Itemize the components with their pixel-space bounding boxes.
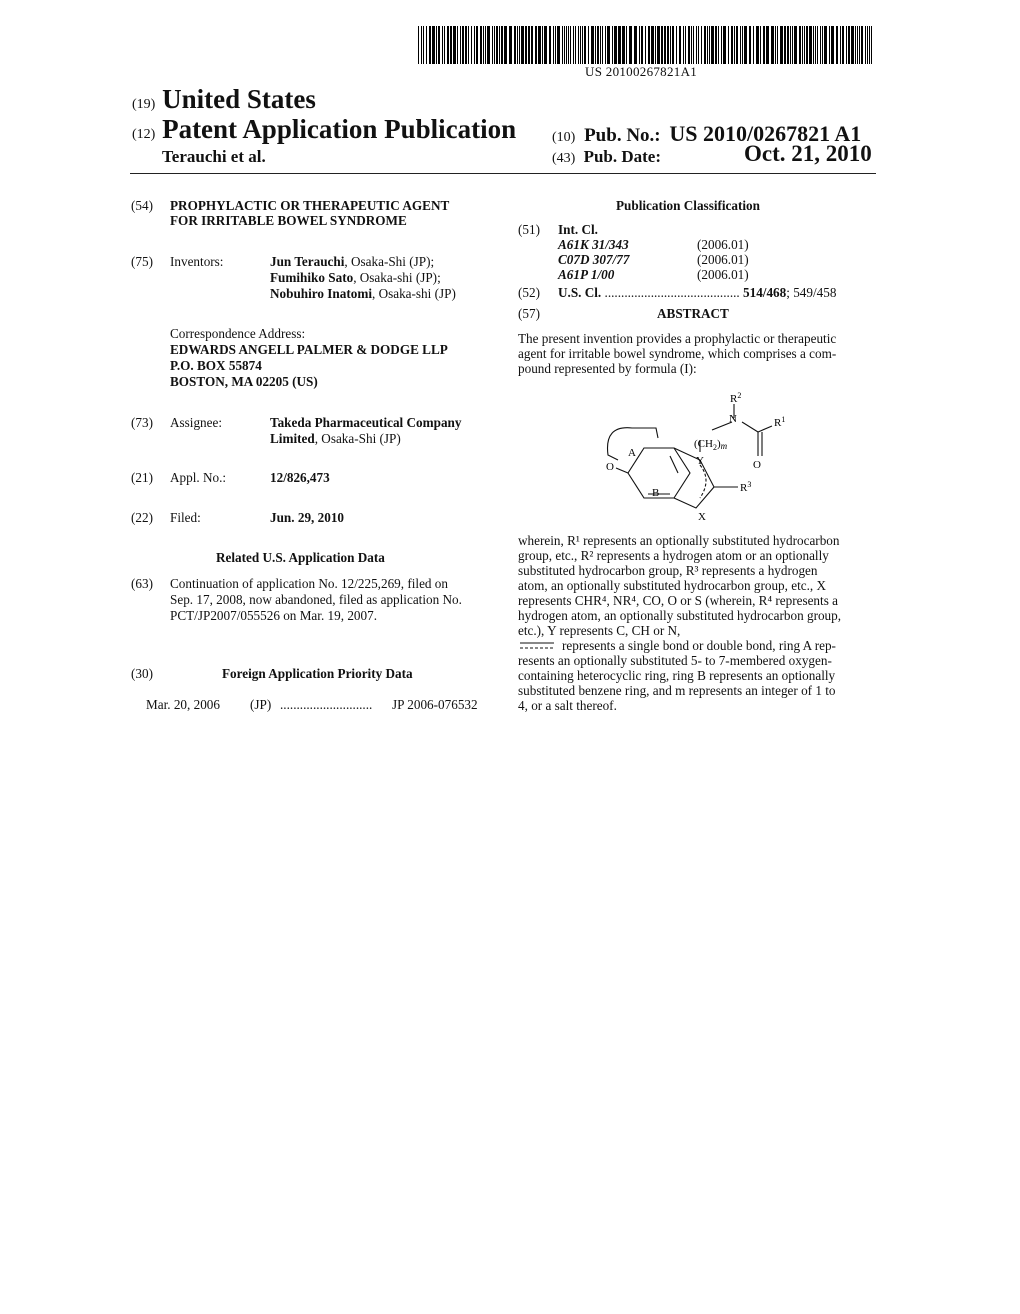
assignee-name-2 <box>270 431 401 446</box>
barcode-bar <box>851 26 854 64</box>
barcode-bar <box>492 26 493 64</box>
abstract-line: group, etc., R² represents a hydrogen atom or an optionally <box>518 548 829 563</box>
abstract-line: wherein, R¹ represents an optionally substituted hydrocarbon <box>518 533 840 548</box>
barcode-bar <box>521 26 524 64</box>
barcode-bar <box>672 26 674 64</box>
barcode-bar <box>736 26 738 64</box>
barcode-bar <box>622 26 625 64</box>
us-cl-dots: ......................................... <box>604 285 740 300</box>
barcode-bar <box>749 26 751 64</box>
barcode-bar <box>655 26 656 64</box>
abstract-line: etc.), Y represents C, CH or N, <box>518 623 681 638</box>
barcode-bar <box>698 26 699 64</box>
barcode-bar <box>744 26 747 64</box>
formula-carbonyl-o: O <box>753 459 761 471</box>
barcode-bar <box>691 26 692 64</box>
barcode-bar <box>639 26 640 64</box>
foreign-code: (30) <box>131 666 153 681</box>
foreign-heading: Foreign Application Priority Data <box>222 666 413 681</box>
us-cl-main: 514/468 <box>743 285 787 300</box>
barcode-bar <box>780 26 783 64</box>
barcode-bar <box>685 26 686 64</box>
barcode-bar <box>471 26 472 64</box>
barcode-bar <box>597 26 599 64</box>
formula-ring-a: A <box>628 447 636 459</box>
pub-date: Oct. 21, 2010 <box>744 141 872 166</box>
barcode-bar <box>535 26 537 64</box>
barcode-bar <box>683 26 684 64</box>
barcode-bar <box>718 26 719 64</box>
barcode-bar <box>525 26 527 64</box>
barcode-bar <box>465 26 467 64</box>
related-line: Sep. 17, 2008, now abandoned, filed as application No. <box>170 592 462 607</box>
foreign-country: (JP) <box>250 697 272 712</box>
barcode-bar <box>831 26 834 64</box>
barcode-bar <box>723 26 726 64</box>
barcode-bar <box>575 26 576 64</box>
inventor-2 <box>270 270 441 285</box>
barcode-bar <box>740 26 741 64</box>
abstract-line: substituted hydrocarbon group, R³ represents a hydrogen <box>518 563 818 578</box>
abstract-line: represents a single bond or double bond, ring A rep- <box>562 638 836 653</box>
abstract-line: atom, an optionally substituted hydrocarbon group, etc., X <box>518 578 827 593</box>
barcode-bar <box>480 26 482 64</box>
title-code: (54) <box>131 198 153 213</box>
barcode-bar <box>483 26 484 64</box>
barcode-bar <box>626 26 627 64</box>
barcode-bar <box>564 26 565 64</box>
barcode-bar <box>573 26 574 64</box>
barcode-bar <box>693 26 694 64</box>
appl-code: (21) <box>131 470 153 485</box>
barcode-bar <box>711 26 714 64</box>
abstract-line: 4, or a salt thereof. <box>518 698 617 713</box>
us-cl-line <box>558 285 836 300</box>
barcode-bar <box>528 26 530 64</box>
barcode-bar <box>777 26 778 64</box>
barcode-bar <box>855 26 856 64</box>
barcode-bar <box>859 26 860 64</box>
barcode-bar <box>629 26 632 64</box>
code-19: (19) <box>132 97 156 112</box>
barcode-bar <box>766 26 769 64</box>
barcode-bar <box>696 26 697 64</box>
barcode-bar <box>792 26 793 64</box>
related-line: PCT/JP2007/055526 on Mar. 19, 2007. <box>170 608 377 623</box>
assignee-name-rest: Limited <box>270 431 315 446</box>
abstract-line: resents an optionally substituted 5- to 7-membered oxygen- <box>518 653 832 668</box>
title-line-2: FOR IRRITABLE BOWEL SYNDROME <box>170 213 407 228</box>
barcode-bar <box>496 26 498 64</box>
barcode-bar <box>582 26 583 64</box>
barcode-bar <box>794 26 797 64</box>
barcode-bar <box>857 26 858 64</box>
barcode-bar <box>514 26 516 64</box>
barcode-bar <box>709 26 710 64</box>
barcode-bar <box>842 26 844 64</box>
barcode-bar <box>813 26 814 64</box>
barcode-bar <box>704 26 706 64</box>
chemical-formula <box>596 390 796 530</box>
formula-x: X <box>698 511 706 523</box>
inventor-3 <box>270 286 456 301</box>
abstract-line: hydrogen atom, an optionally substituted hydrocarbon group, <box>518 608 842 623</box>
int-cl-version: (2006.01) <box>697 267 749 282</box>
related-code: (63) <box>131 576 153 591</box>
barcode-bar <box>664 26 666 64</box>
barcode-bar <box>661 26 663 64</box>
inventor-1 <box>270 254 434 269</box>
inventor-location: , Osaka-shi (JP); <box>353 270 441 285</box>
inventors-label: Inventors: <box>170 254 224 269</box>
barcode-bar <box>436 26 437 64</box>
barcode-bar <box>578 26 579 64</box>
classification-heading: Publication Classification <box>616 198 760 213</box>
barcode-bar <box>824 26 827 64</box>
barcode-bar <box>731 26 733 64</box>
barcode-bar <box>580 26 581 64</box>
abstract-line: agent for irritable bowel syndrome, which comprises a com- <box>518 346 837 361</box>
related-line: Continuation of application No. 12/225,269, filed on <box>170 576 448 591</box>
header-rule <box>130 173 876 174</box>
appl-label: Appl. No.: <box>170 470 227 485</box>
barcode <box>418 26 874 64</box>
barcode-bar <box>442 26 443 64</box>
foreign-number: JP 2006-076532 <box>392 697 478 712</box>
barcode-bar <box>775 26 776 64</box>
barcode-bar <box>460 26 461 64</box>
barcode-bar <box>667 26 669 64</box>
appl-number: 12/826,473 <box>270 470 330 485</box>
barcode-bar <box>499 26 500 64</box>
pub-no: US 2010/0267821 A1 <box>669 121 862 146</box>
abstract-line: The present invention provides a prophylactic or therapeutic <box>518 331 837 346</box>
barcode-bar <box>438 26 440 64</box>
related-heading: Related U.S. Application Data <box>216 550 385 565</box>
barcode-bar <box>570 26 571 64</box>
barcode-bar <box>457 26 458 64</box>
barcode-bar <box>848 26 850 64</box>
barcode-graphic <box>418 26 874 64</box>
us-cl-rest: ; 549/458 <box>786 285 837 300</box>
barcode-bar <box>871 26 872 64</box>
abstract-line: substituted benzene ring, and m represents an integer of 1 to <box>518 683 836 698</box>
barcode-bar <box>790 26 791 64</box>
code-12: (12) <box>132 127 156 142</box>
barcode-bar <box>453 26 456 64</box>
us-cl-code: (52) <box>518 285 540 300</box>
barcode-bar <box>771 26 774 64</box>
int-cl-class: C07D 307/77 <box>558 252 630 267</box>
barcode-bar <box>555 26 556 64</box>
barcode-bar <box>645 26 646 64</box>
barcode-bar <box>618 26 621 64</box>
ring-b-inner-bond-2 <box>670 456 678 473</box>
formula-ring-b: B <box>652 487 660 499</box>
barcode-bar <box>756 26 759 64</box>
barcode-bar <box>840 26 841 64</box>
inventor-location: , Osaka-shi (JP) <box>371 286 456 301</box>
inventor-name: Nobuhiro Inatomi <box>270 286 372 301</box>
barcode-bar <box>602 26 603 64</box>
correspondence-line: EDWARDS ANGELL PALMER & DODGE LLP <box>170 342 448 357</box>
code-10: (10) <box>552 130 576 145</box>
barcode-bar <box>634 26 637 64</box>
int-cl-class: A61K 31/343 <box>558 237 629 252</box>
int-cl-version: (2006.01) <box>697 237 749 252</box>
barcode-bar <box>721 26 722 64</box>
barcode-bar <box>474 26 475 64</box>
int-cl-version: (2006.01) <box>697 252 749 267</box>
barcode-bar <box>562 26 563 64</box>
barcode-bar <box>542 26 543 64</box>
barcode-bar <box>421 26 422 64</box>
correspondence-label: Correspondence Address: <box>170 326 306 341</box>
formula-r2: $R^2$ <box>730 391 742 405</box>
barcode-bar <box>614 26 617 64</box>
pub-date-line <box>552 147 661 167</box>
abstract-body <box>518 533 876 713</box>
barcode-bar <box>802 26 803 64</box>
barcode-bar <box>468 26 469 64</box>
barcode-bar <box>444 26 445 64</box>
abstract-line: represents CHR⁴, NR⁴, CO, O or S (wherein, R⁴ represents a <box>518 593 838 608</box>
dashed-bond-symbol <box>518 640 556 652</box>
assignee-location: , Osaka-Shi (JP) <box>314 431 401 446</box>
barcode-bar <box>432 26 435 64</box>
correspondence-line: P.O. BOX 55874 <box>170 358 262 373</box>
assignee-name: Takeda Pharmaceutical Company <box>270 415 462 430</box>
barcode-bar <box>476 26 478 64</box>
barcode-bar <box>869 26 870 64</box>
barcode-bar <box>809 26 812 64</box>
barcode-bar <box>600 26 601 64</box>
pub-no-label: Pub. No.: <box>584 125 661 146</box>
barcode-bar <box>715 26 717 64</box>
barcode-bar <box>806 26 808 64</box>
barcode-bar <box>707 26 708 64</box>
barcode-bar <box>607 26 610 64</box>
barcode-bar <box>679 26 681 64</box>
barcode-bar <box>447 26 449 64</box>
barcode-bar <box>829 26 830 64</box>
barcode-bar <box>822 26 823 64</box>
barcode-bar <box>588 26 589 64</box>
barcode-bar <box>784 26 786 64</box>
barcode-bar <box>591 26 594 64</box>
barcode-bar <box>799 26 801 64</box>
barcode-bar <box>676 26 677 64</box>
abstract-line: pound represented by formula (I): <box>518 361 697 376</box>
foreign-date: Mar. 20, 2006 <box>146 697 220 712</box>
barcode-bar <box>418 26 419 64</box>
pub-date-label: Pub. Date: <box>583 147 662 166</box>
barcode-bar <box>566 26 567 64</box>
abstract-line: containing heterocyclic ring, ring B represents an optionally <box>518 668 836 683</box>
barcode-bar <box>517 26 518 64</box>
barcode-bar <box>568 26 569 64</box>
int-cl-label: Int. Cl. <box>558 222 598 237</box>
barcode-bar <box>612 26 613 64</box>
filed-date: Jun. 29, 2010 <box>270 510 345 525</box>
barcode-bar <box>753 26 754 64</box>
barcode-bar <box>429 26 431 64</box>
barcode-bar <box>657 26 660 64</box>
barcode-bar <box>846 26 847 64</box>
barcode-bar <box>544 26 547 64</box>
barcode-bar <box>501 26 503 64</box>
barcode-bar <box>787 26 789 64</box>
correspondence-line: BOSTON, MA 02205 (US) <box>170 374 318 389</box>
barcode-bar <box>815 26 816 64</box>
formula-n: N <box>729 413 737 425</box>
inventor-name: Fumihiko Sato <box>270 270 354 285</box>
int-cl-class: A61P 1/00 <box>558 267 615 282</box>
barcode-bar <box>648 26 650 64</box>
abstract-line-bond <box>518 638 876 653</box>
barcode-bar <box>641 26 643 64</box>
barcode-bar <box>670 26 671 64</box>
barcode-bar <box>426 26 427 64</box>
foreign-dots: ............................ <box>280 697 373 712</box>
barcode-bar <box>817 26 818 64</box>
barcode-bar <box>450 26 452 64</box>
inventor-location: , Osaka-Shi (JP); <box>344 254 435 269</box>
doc-type: Patent Application Publication <box>162 114 517 144</box>
abstract-heading: ABSTRACT <box>657 306 729 321</box>
barcode-bar <box>519 26 520 64</box>
barcode-bar <box>742 26 743 64</box>
code-43: (43) <box>552 151 576 166</box>
barcode-bar <box>836 26 838 64</box>
barcode-bar <box>584 26 586 64</box>
barcode-bar <box>504 26 507 64</box>
country: United States <box>162 84 316 114</box>
formula-ring-o: O <box>606 461 614 473</box>
barcode-bar <box>804 26 805 64</box>
assignee-code: (73) <box>131 415 153 430</box>
barcode-bar <box>861 26 863 64</box>
formula-r3: $R^3$ <box>740 480 752 494</box>
barcode-bar <box>553 26 554 64</box>
barcode-bar <box>701 26 702 64</box>
filed-label: Filed: <box>170 510 201 525</box>
authors: Terauchi et al. <box>162 147 266 166</box>
barcode-bar <box>734 26 735 64</box>
barcode-bar <box>557 26 560 64</box>
formula-ch2: $(CH_2)m$ <box>694 438 728 452</box>
barcode-bar <box>865 26 866 64</box>
assignee-label: Assignee: <box>170 415 223 430</box>
formula-r1: $R^1$ <box>774 415 786 429</box>
formula-y: Y <box>696 455 704 467</box>
inventors-code: (75) <box>131 254 153 269</box>
barcode-bar <box>763 26 765 64</box>
barcode-number: US 20100267821A1 <box>585 64 698 79</box>
doc-type-line <box>132 114 516 145</box>
barcode-bar <box>487 26 490 64</box>
barcode-bar <box>651 26 654 64</box>
inventor-name: Jun Terauchi <box>270 254 345 269</box>
barcode-bar <box>867 26 868 64</box>
us-cl-label: U.S. Cl. <box>558 285 602 300</box>
barcode-bar <box>728 26 729 64</box>
barcode-bar <box>538 26 541 64</box>
barcode-bar <box>494 26 495 64</box>
barcode-bar <box>462 26 464 64</box>
barcode-bar <box>605 26 606 64</box>
barcode-bar <box>423 26 424 64</box>
barcode-bar <box>820 26 821 64</box>
barcode-bar <box>531 26 533 64</box>
barcode-bar <box>549 26 551 64</box>
barcode-bar <box>509 26 512 64</box>
filed-code: (22) <box>131 510 153 525</box>
barcode-bar <box>688 26 690 64</box>
abstract-intro <box>518 331 876 376</box>
barcode-bar <box>760 26 761 64</box>
barcode-bar <box>485 26 486 64</box>
barcode-bar <box>595 26 596 64</box>
int-cl-code: (51) <box>518 222 540 237</box>
country-line <box>132 84 316 115</box>
abstract-code: (57) <box>518 306 540 321</box>
title-line-1: PROPHYLACTIC OR THERAPEUTIC AGENT <box>170 198 450 213</box>
